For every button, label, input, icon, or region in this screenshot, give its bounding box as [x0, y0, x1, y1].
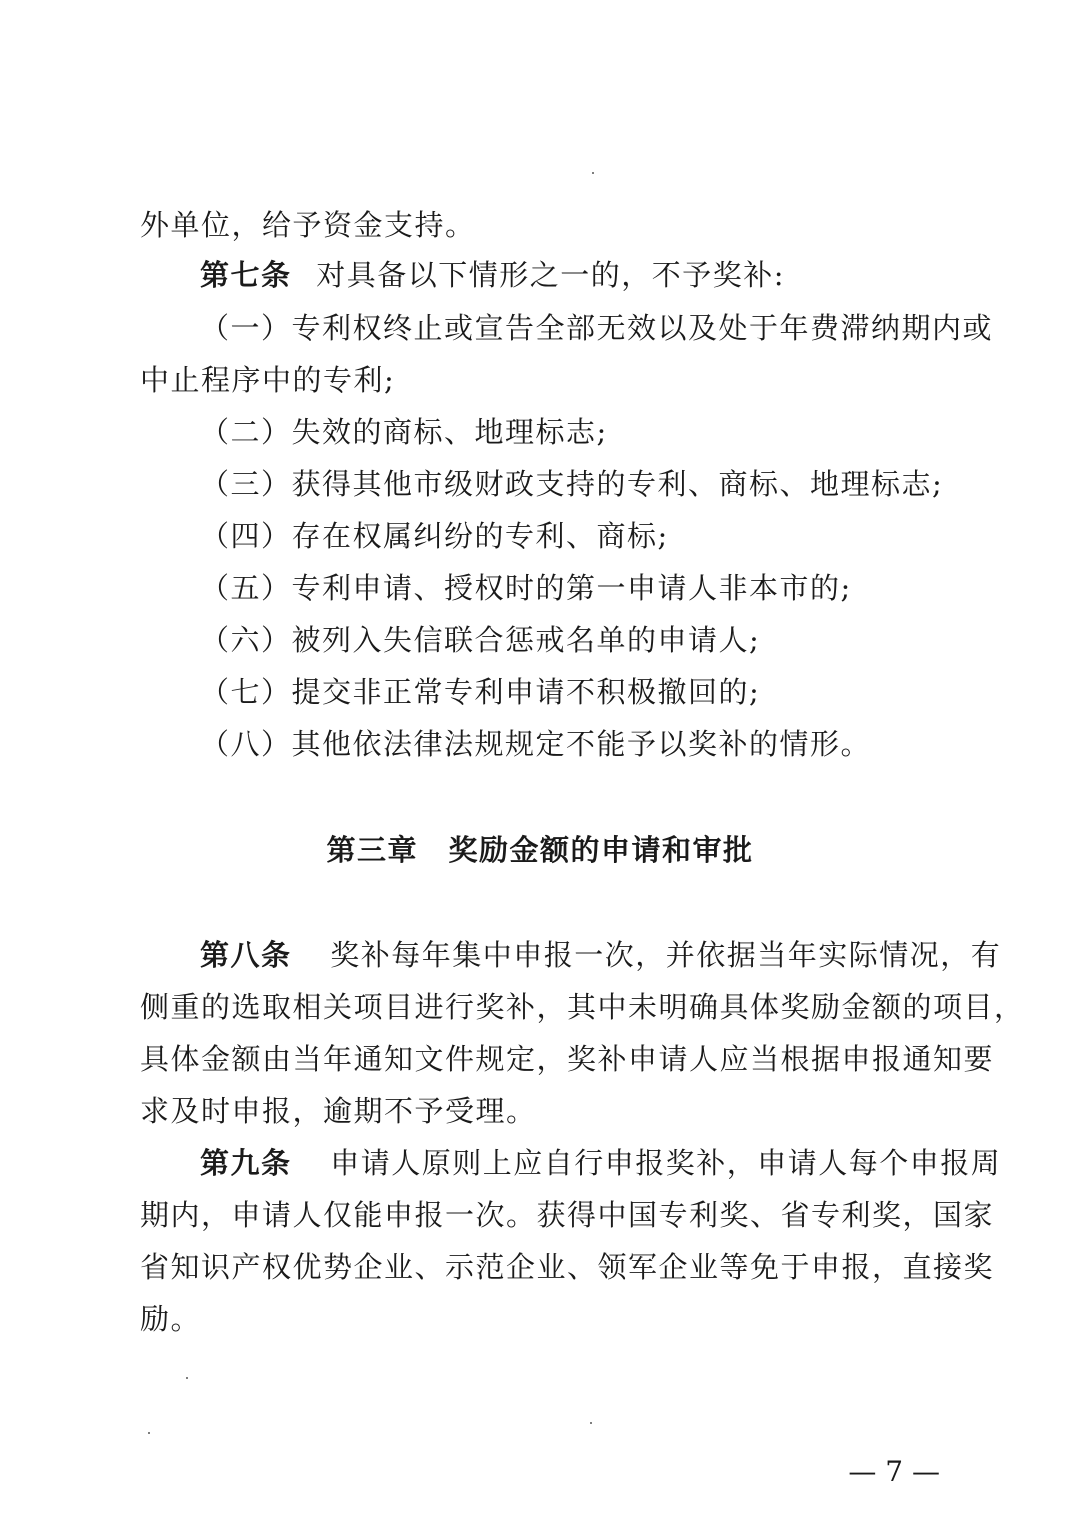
article-8-text: 奖补每年集中申报一次，并依据当年实际情况，有 — [330, 938, 1002, 972]
paragraph-line: 外单位，给予资金支持。 — [140, 208, 476, 242]
paragraph-line: 侧重的选取相关项目进行奖补，其中未明确具体奖励金额的项目， — [140, 990, 1025, 1024]
list-item: （七）提交非正常专利申请不积极撤回的; — [200, 675, 761, 709]
paragraph-line: 具体金额由当年通知文件规定，奖补申请人应当根据申报通知要 — [140, 1042, 995, 1076]
paragraph-line: 省知识产权优势企业、示范企业、领军企业等免于申报，直接奖 — [140, 1250, 995, 1284]
page-number: — 7 — — [848, 1455, 940, 1488]
list-item-continuation: 中止程序中的专利; — [140, 363, 396, 397]
paragraph-line: 求及时申报，逾期不予受理。 — [140, 1094, 537, 1128]
article-7-text: 对具备以下情形之一的，不予奖补: — [316, 258, 786, 292]
list-item: （一）专利权终止或宣告全部无效以及处于年费滞纳期内或 — [200, 311, 994, 345]
article-7-line — [200, 255, 785, 295]
paragraph-line: 励。 — [140, 1302, 202, 1336]
scan-speck — [148, 1432, 150, 1434]
article-7-label: 第七条 — [200, 258, 292, 292]
list-item: （三）获得其他市级财政支持的专利、商标、地理标志; — [200, 467, 944, 501]
scan-speck — [592, 172, 594, 174]
article-9-text: 申请人原则上应自行申报奖补，申请人每个申报周 — [330, 1146, 1002, 1180]
chapter-heading: 第三章 奖励金额的申请和审批 — [326, 833, 754, 867]
article-8-line — [200, 935, 1001, 975]
article-9-line — [200, 1143, 1001, 1183]
list-item: （五）专利申请、授权时的第一申请人非本市的; — [200, 571, 852, 605]
paragraph-line: 期内，申请人仅能申报一次。获得中国专利奖、省专利奖，国家 — [140, 1198, 995, 1232]
list-item: （四）存在权属纠纷的专利、商标; — [200, 519, 669, 553]
list-item: （八）其他依法律法规规定不能予以奖补的情形。 — [200, 727, 872, 761]
list-item: （二）失效的商标、地理标志; — [200, 415, 608, 449]
scan-speck — [590, 1422, 592, 1424]
article-8-label: 第八条 — [200, 938, 292, 972]
article-9-label: 第九条 — [200, 1146, 292, 1180]
scan-speck — [186, 1377, 188, 1379]
list-item: （六）被列入失信联合惩戒名单的申请人; — [200, 623, 761, 657]
